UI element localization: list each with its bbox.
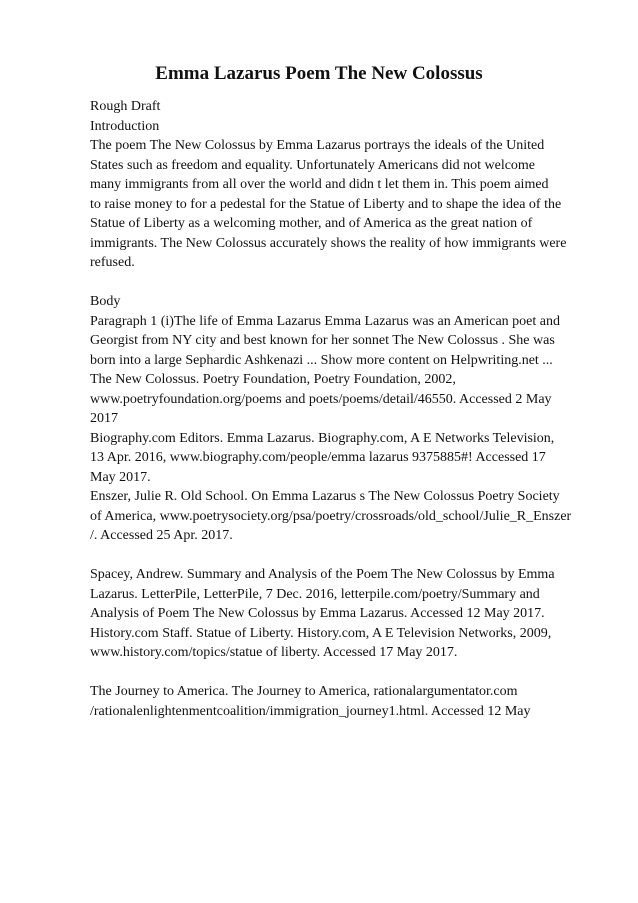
body-section [90,292,610,546]
text-line: of America, www.poetrysociety.org/psa/poetry/crossroads/old_school/Julie_R_Enszer [90,508,572,524]
text-line: May 2017. [90,469,151,485]
citations-section [90,565,610,663]
text-line: www.history.com/topics/statue of liberty. Accessed 17 May 2017. [90,645,458,660]
text-line: 13 Apr. 2016, www.biography.com/people/emma lazarus 9375885#! Accessed 17 [90,450,546,465]
text-line: Paragraph 1 (i)The life of Emma Lazarus Emma Lazarus was an American poet and [90,313,560,329]
intro-section [90,97,610,273]
text-line: Body [90,294,121,309]
text-line: States such as freedom and equality. Unfortunately Americans did not welcome [90,157,536,173]
paragraph-gap [90,273,610,293]
text-line: many immigrants from all over the world and didn t let them in. This poem aimed [90,177,549,192]
text-line: Spacey, Andrew. Summary and Analysis of the Poem The New Colossus by Emma [90,567,555,582]
document-body [90,97,610,721]
final-citation-section [90,682,610,721]
text-line: to raise money to for a pedestal for the Statue of Liberty and to shape the idea of the [90,196,562,212]
text-line: The Journey to America. The Journey to America, rationalargumentator.com [90,684,518,699]
text-line: born into a large Sephardic Ashkenazi ... Show more content on Helpwriting.net ... [90,352,553,368]
text-line: www.poetryfoundation.org/poems and poets/poems/detail/46550. Accessed 2 May [90,391,552,407]
text-line: The poem The New Colossus by Emma Lazarus portrays the ideals of the United [90,138,545,153]
paragraph-gap [90,663,610,683]
text-line: Statue of Liberty as a welcoming mother, and of America as the great nation of [90,216,533,231]
text-line: The New Colossus. Poetry Foundation, Poetry Foundation, 2002, [90,372,456,387]
text-line: Lazarus. LetterPile, LetterPile, 7 Dec. 2016, letterpile.com/poetry/Summary and [90,586,540,602]
text-line: Biography.com Editors. Emma Lazarus. Biography.com, A E Networks Television, [90,430,555,446]
text-line: Georgist from NY city and best known for her sonnet The New Colossus . She was [90,333,555,348]
text-line: Analysis of Poem The New Colossus by Emma Lazarus. Accessed 12 May 2017. [90,606,545,621]
text-line: refused. [90,255,135,270]
text-line: Introduction [90,118,160,134]
document-title: Emma Lazarus Poem The New Colossus [155,63,483,84]
text-line: Rough Draft [90,99,161,114]
text-line: /. Accessed 25 Apr. 2017. [90,528,233,543]
text-line: 2017 [90,411,118,426]
text-line: /rationalenlightenmentcoalition/immigration_journey1.html. Accessed 12 May [90,703,531,719]
paragraph-gap [90,546,610,566]
text-line: History.com Staff. Statue of Liberty. History.com, A E Television Networks, 2009, [90,625,552,641]
text-line: immigrants. The New Colossus accurately shows the reality of how immigrants were [90,235,567,251]
text-line: Enszer, Julie R. Old School. On Emma Lazarus s The New Colossus Poetry Society [90,489,560,504]
